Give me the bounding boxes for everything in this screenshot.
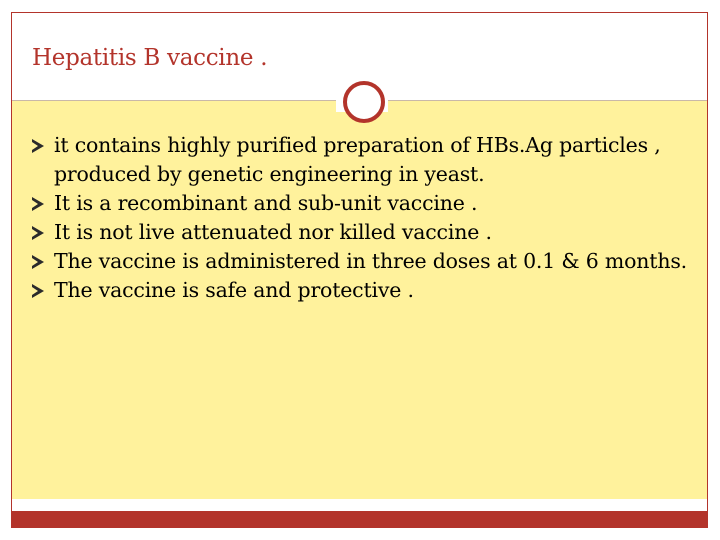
bullet-list xyxy=(32,131,692,305)
slide-title: Hepatitis B vaccine . xyxy=(32,45,268,71)
arrowhead-bullet-icon xyxy=(32,284,44,298)
bullet-item xyxy=(32,131,692,189)
bullet-text: It is not live attenuated nor killed vaccine . xyxy=(54,220,492,244)
bottom-accent-bar xyxy=(12,511,707,527)
bullet-text: it contains highly purified preparation of HBs.Ag particles , produced by genetic engineering in yeast. xyxy=(54,133,661,186)
ring-ornament-icon xyxy=(343,81,385,123)
arrowhead-bullet-icon xyxy=(32,226,44,240)
arrowhead-bullet-icon xyxy=(32,197,44,211)
bullet-item xyxy=(32,276,692,305)
slide-frame xyxy=(11,12,708,528)
arrowhead-bullet-icon xyxy=(32,139,44,153)
bullet-item xyxy=(32,218,692,247)
bullet-item xyxy=(32,189,692,218)
bullet-text: It is a recombinant and sub-unit vaccine . xyxy=(54,191,478,215)
bullet-text: The vaccine is safe and protective . xyxy=(54,278,414,302)
arrowhead-bullet-icon xyxy=(32,255,44,269)
bullet-item xyxy=(32,247,692,276)
bullet-text: The vaccine is administered in three doses at 0.1 & 6 months. xyxy=(54,249,687,273)
